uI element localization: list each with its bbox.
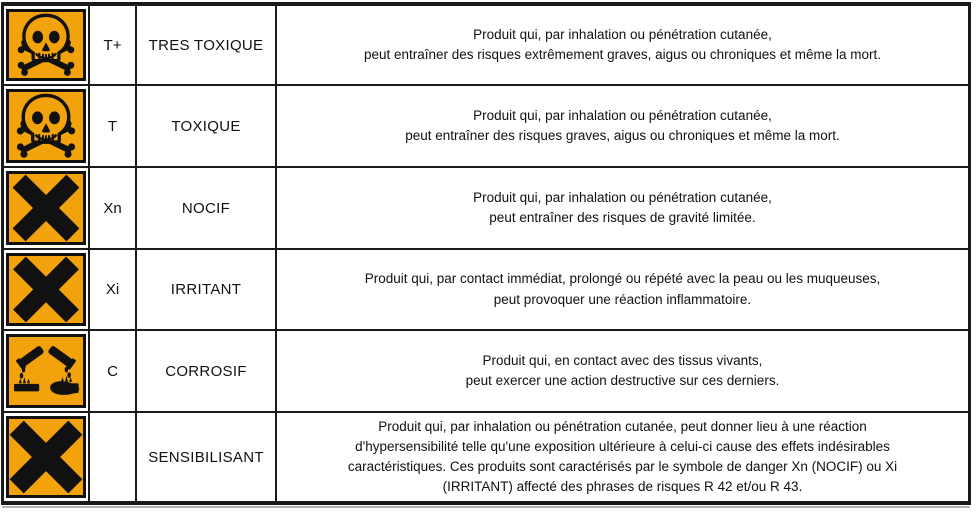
hazard-description: Produit qui, en contact avec des tissus vivants, peut exercer une action destructive sur ces derniers. — [277, 331, 968, 413]
hazard-description: Produit qui, par contact immédiat, prolongé ou répété avec la peau ou les muqueuses, peut provoquer une réaction inflammatoire. — [277, 250, 968, 331]
corrosive-icon — [6, 334, 86, 408]
hazard-description: Produit qui, par inhalation ou pénétration cutanée, peut donner lieu à une réaction d'hypersensibilité telle qu'une exposition ultérieure à celui-ci cause des effets indésirables caractéristiques. Ces produits sont caractérisés par le symbole de danger Xn (NOCIF) ou Xi (IRRITANT) affecté des phrases de risques R 42 et/ou R 43. — [347, 418, 898, 495]
hazard-code — [90, 413, 137, 501]
hazard-code: C — [90, 331, 137, 413]
hazard-description: Produit qui, par inhalation ou pénétration cutanée, peut entraîner des risques de gravité limitée. — [277, 168, 968, 250]
hazard-name: NOCIF — [137, 168, 277, 250]
saint-andrews-cross-icon — [6, 416, 86, 498]
symbol-cell — [4, 331, 90, 413]
saint-andrews-cross-icon — [6, 171, 86, 245]
hazard-name: IRRITANT — [137, 250, 277, 331]
hazard-description: Produit qui, par inhalation ou pénétration cutanée, peut entraîner des risques graves, aigus ou chroniques et même la mort. — [277, 86, 968, 168]
skull-crossbones-icon — [6, 89, 86, 163]
symbol-cell — [4, 86, 90, 168]
hazard-code: Xn — [90, 168, 137, 250]
hazard-name: TRES TOXIQUE — [137, 6, 277, 86]
hazard-name: CORROSIF — [137, 331, 277, 413]
symbol-cell — [4, 413, 90, 501]
hazard-code: Xi — [90, 250, 137, 331]
symbol-cell — [4, 6, 90, 86]
saint-andrews-cross-icon — [6, 253, 86, 326]
skull-crossbones-icon — [6, 9, 86, 81]
symbol-cell — [4, 168, 90, 250]
hazard-code: T — [90, 86, 137, 168]
hazard-symbols-table — [1, 2, 971, 505]
hazard-name: TOXIQUE — [137, 86, 277, 168]
hazard-name: SENSIBILISANT — [137, 413, 277, 501]
hazard-code: T+ — [90, 6, 137, 86]
hazard-description: Produit qui, par inhalation ou pénétration cutanée, peut entraîner des risques extrêmement graves, aigus ou chroniques et même la mort. — [277, 6, 968, 86]
symbol-cell — [4, 250, 90, 331]
table-shadow-line — [2, 506, 970, 508]
